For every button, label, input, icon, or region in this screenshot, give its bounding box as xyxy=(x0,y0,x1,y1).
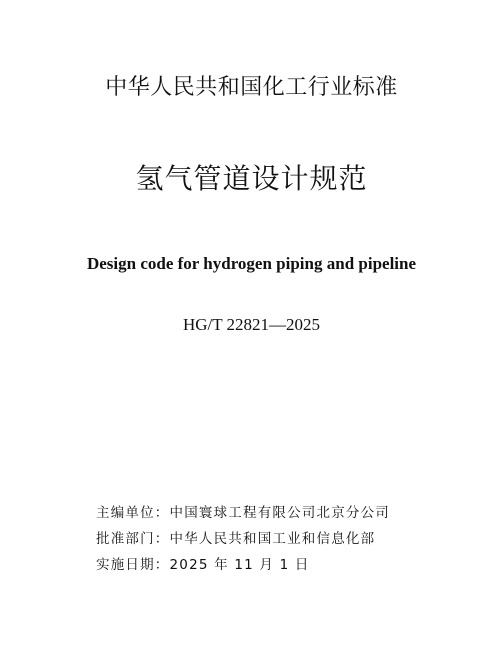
effective-date-label: 实施日期： xyxy=(96,557,170,573)
effective-date-line xyxy=(96,552,390,578)
editor-label: 主编单位： xyxy=(96,505,170,521)
effective-date-value: 2025 年 11 月 1 日 xyxy=(169,557,310,573)
approver-label: 批准部门： xyxy=(96,531,170,547)
publication-info xyxy=(96,500,390,578)
chinese-title: 氢气管道设计规范 xyxy=(135,162,368,195)
approver-value: 中华人民共和国工业和信息化部 xyxy=(169,531,376,547)
industry-standard-heading: 中华人民共和国化工行业标准 xyxy=(105,75,398,100)
editor-line xyxy=(96,500,390,526)
english-title: Design code for hydrogen piping and pipeline xyxy=(86,254,417,273)
approver-line xyxy=(96,526,390,552)
editor-value: 中国寰球工程有限公司北京分公司 xyxy=(169,505,390,521)
standard-number: HG/T 22821—2025 xyxy=(182,315,321,334)
